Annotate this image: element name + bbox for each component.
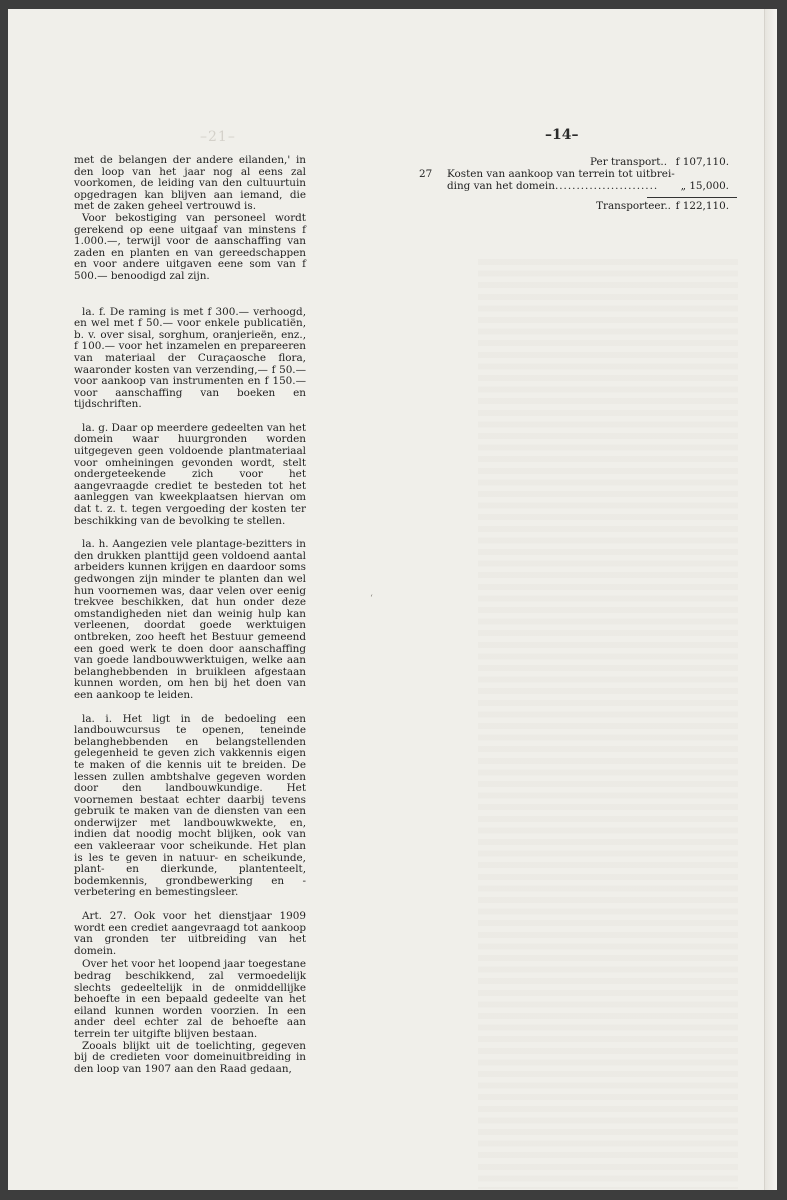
paper-mark: ‘	[370, 594, 373, 604]
paragraph-la-g: la. g. Daar op meerdere gedeelten van het domein waar huurgronden worden uitgegeven geen voldoende plantmateriaal voor omheiningen gevonden wordt, stelt ondergeteekende zich voor het aangevraagde crediet te besteden tot het aanleggen van kweekplaatsen hiervan om dat t. z. t. tegen vergoeding der kosten ter beschikking van de bevolking te stellen.	[74, 421, 306, 527]
paragraph-la-f: la. f. De raming is met f 300.— verhoogd, en wel met f 50.— voor enkele publicatiën, b. v. over sisal, sorghum, oranjerieën, enz., f 100.— voor het inzamelen en prepareeren van materiaal der Curaçaosche flora, waaronder kosten van verzending,— f 50.— voor aankoop van instrumenten en f 150.— voor aanschaffing van boeken en tijdschriften.	[74, 305, 306, 411]
page-number: –14–	[545, 127, 579, 143]
dot-leader: ........................	[554, 180, 659, 192]
ledger-item-row-continued	[411, 181, 729, 193]
sum-rule	[647, 197, 737, 198]
paragraph: Voor bekostiging van personeel wordt gerekend op eene uitgaaf van minstens f 1.000.—, terwijl voor de aanschaffing van zaden en planten en van gereedschappen en voor andere uitgaven eene som van f 500.— benoodigd zal zijn.	[74, 211, 306, 282]
bleed-through-texture	[478, 259, 738, 1189]
item-description-line1: Kosten van aankoop van terrein tot uitbrei-	[447, 168, 675, 180]
paragraph: Over het voor het loopend jaar toegestane bedrag beschikkend, zal vermoedelijk slechts gedeeltelijk in de onmiddellijke behoefte in een bepaald gedeelte van het eiland kunnen worden voorzien. In een ander deel echter zal de behoefte aan terrein ter uitgifte blijven bestaan.	[74, 958, 306, 1040]
paragraph: met de belangen der andere eilanden,' in den loop van het jaar nog al eens zal voorkomen, de leiding van den cultuurtuin opgedragen kan blijven aan iemand, die met de zaken geheel vertrouwd is.	[74, 154, 306, 213]
faint-page-number: –21–	[200, 129, 236, 145]
item-description-line2: ding van het domein........................	[447, 180, 659, 192]
ledger-column	[411, 157, 729, 213]
per-transport-label: Per transport..	[590, 156, 667, 168]
item-amount: „ 15,000.	[680, 180, 729, 192]
document-page	[8, 9, 777, 1190]
paragraph-la-i: la. i. Het ligt in de bedoeling een landbouwcursus te openen, teneinde belanghebbenden en belangstellenden gelegenheid te geven zich vakkennis eigen te maken of die kennis uit te breiden. De lessen zullen ambtshalve gegeven worden door den landbouwkundige. Het voornemen bestaat echter daarbij tevens gebruik te maken van de diensten van een onderwijzer met landbouwkwekte, en, indien dat noodig mocht blijken, ook van een vakleeraar voor scheikunde. Het plan is les te geven in natuur- en scheikunde, plant- en dierkunde, plantenteelt, bodemkennis, grondbewerking en - verbetering en bemestingsleer.	[74, 712, 306, 899]
transporteer-label: Transporteer..	[596, 200, 671, 212]
per-transport-amount: f 107,110.	[675, 156, 729, 168]
transporteer-amount: f 122,110.	[675, 200, 729, 212]
paragraph-art-27: Art. 27. Ook voor het dienstjaar 1909 wordt een crediet aangevraagd tot aankoop van gronden ter uitbreiding van het domein.	[74, 910, 306, 957]
item-number: 27	[419, 168, 433, 180]
left-text-column	[74, 155, 306, 1075]
paragraph: Zooals blijkt uit de toelichting, gegeven bij de credieten voor domeinuitbreiding in den loop van 1907 aan den Raad gedaan,	[74, 1039, 306, 1075]
transporteer-row	[411, 201, 729, 213]
paragraph-la-h: la. h. Aangezien vele plantage-bezitters in den drukken planttijd geen voldoend aantal arbeiders kunnen krijgen en daardoor soms gedwongen zijn minder te planten dan wel hun voornemen was, daar velen over eenig trekvee beschikken, dat hun onder deze omstandigheden niet dan weinig hulp kan verleenen, doordat goede werktuigen ontbreken, zoo heeft het Bestuur gemeend een goed werk te doen door aanschaffing van goede landbouwwerktuigen, welke aan belanghebbenden in bruikleen afgestaan kunnen worden, om hen bij het doen van een aankoop te leiden.	[74, 538, 306, 701]
